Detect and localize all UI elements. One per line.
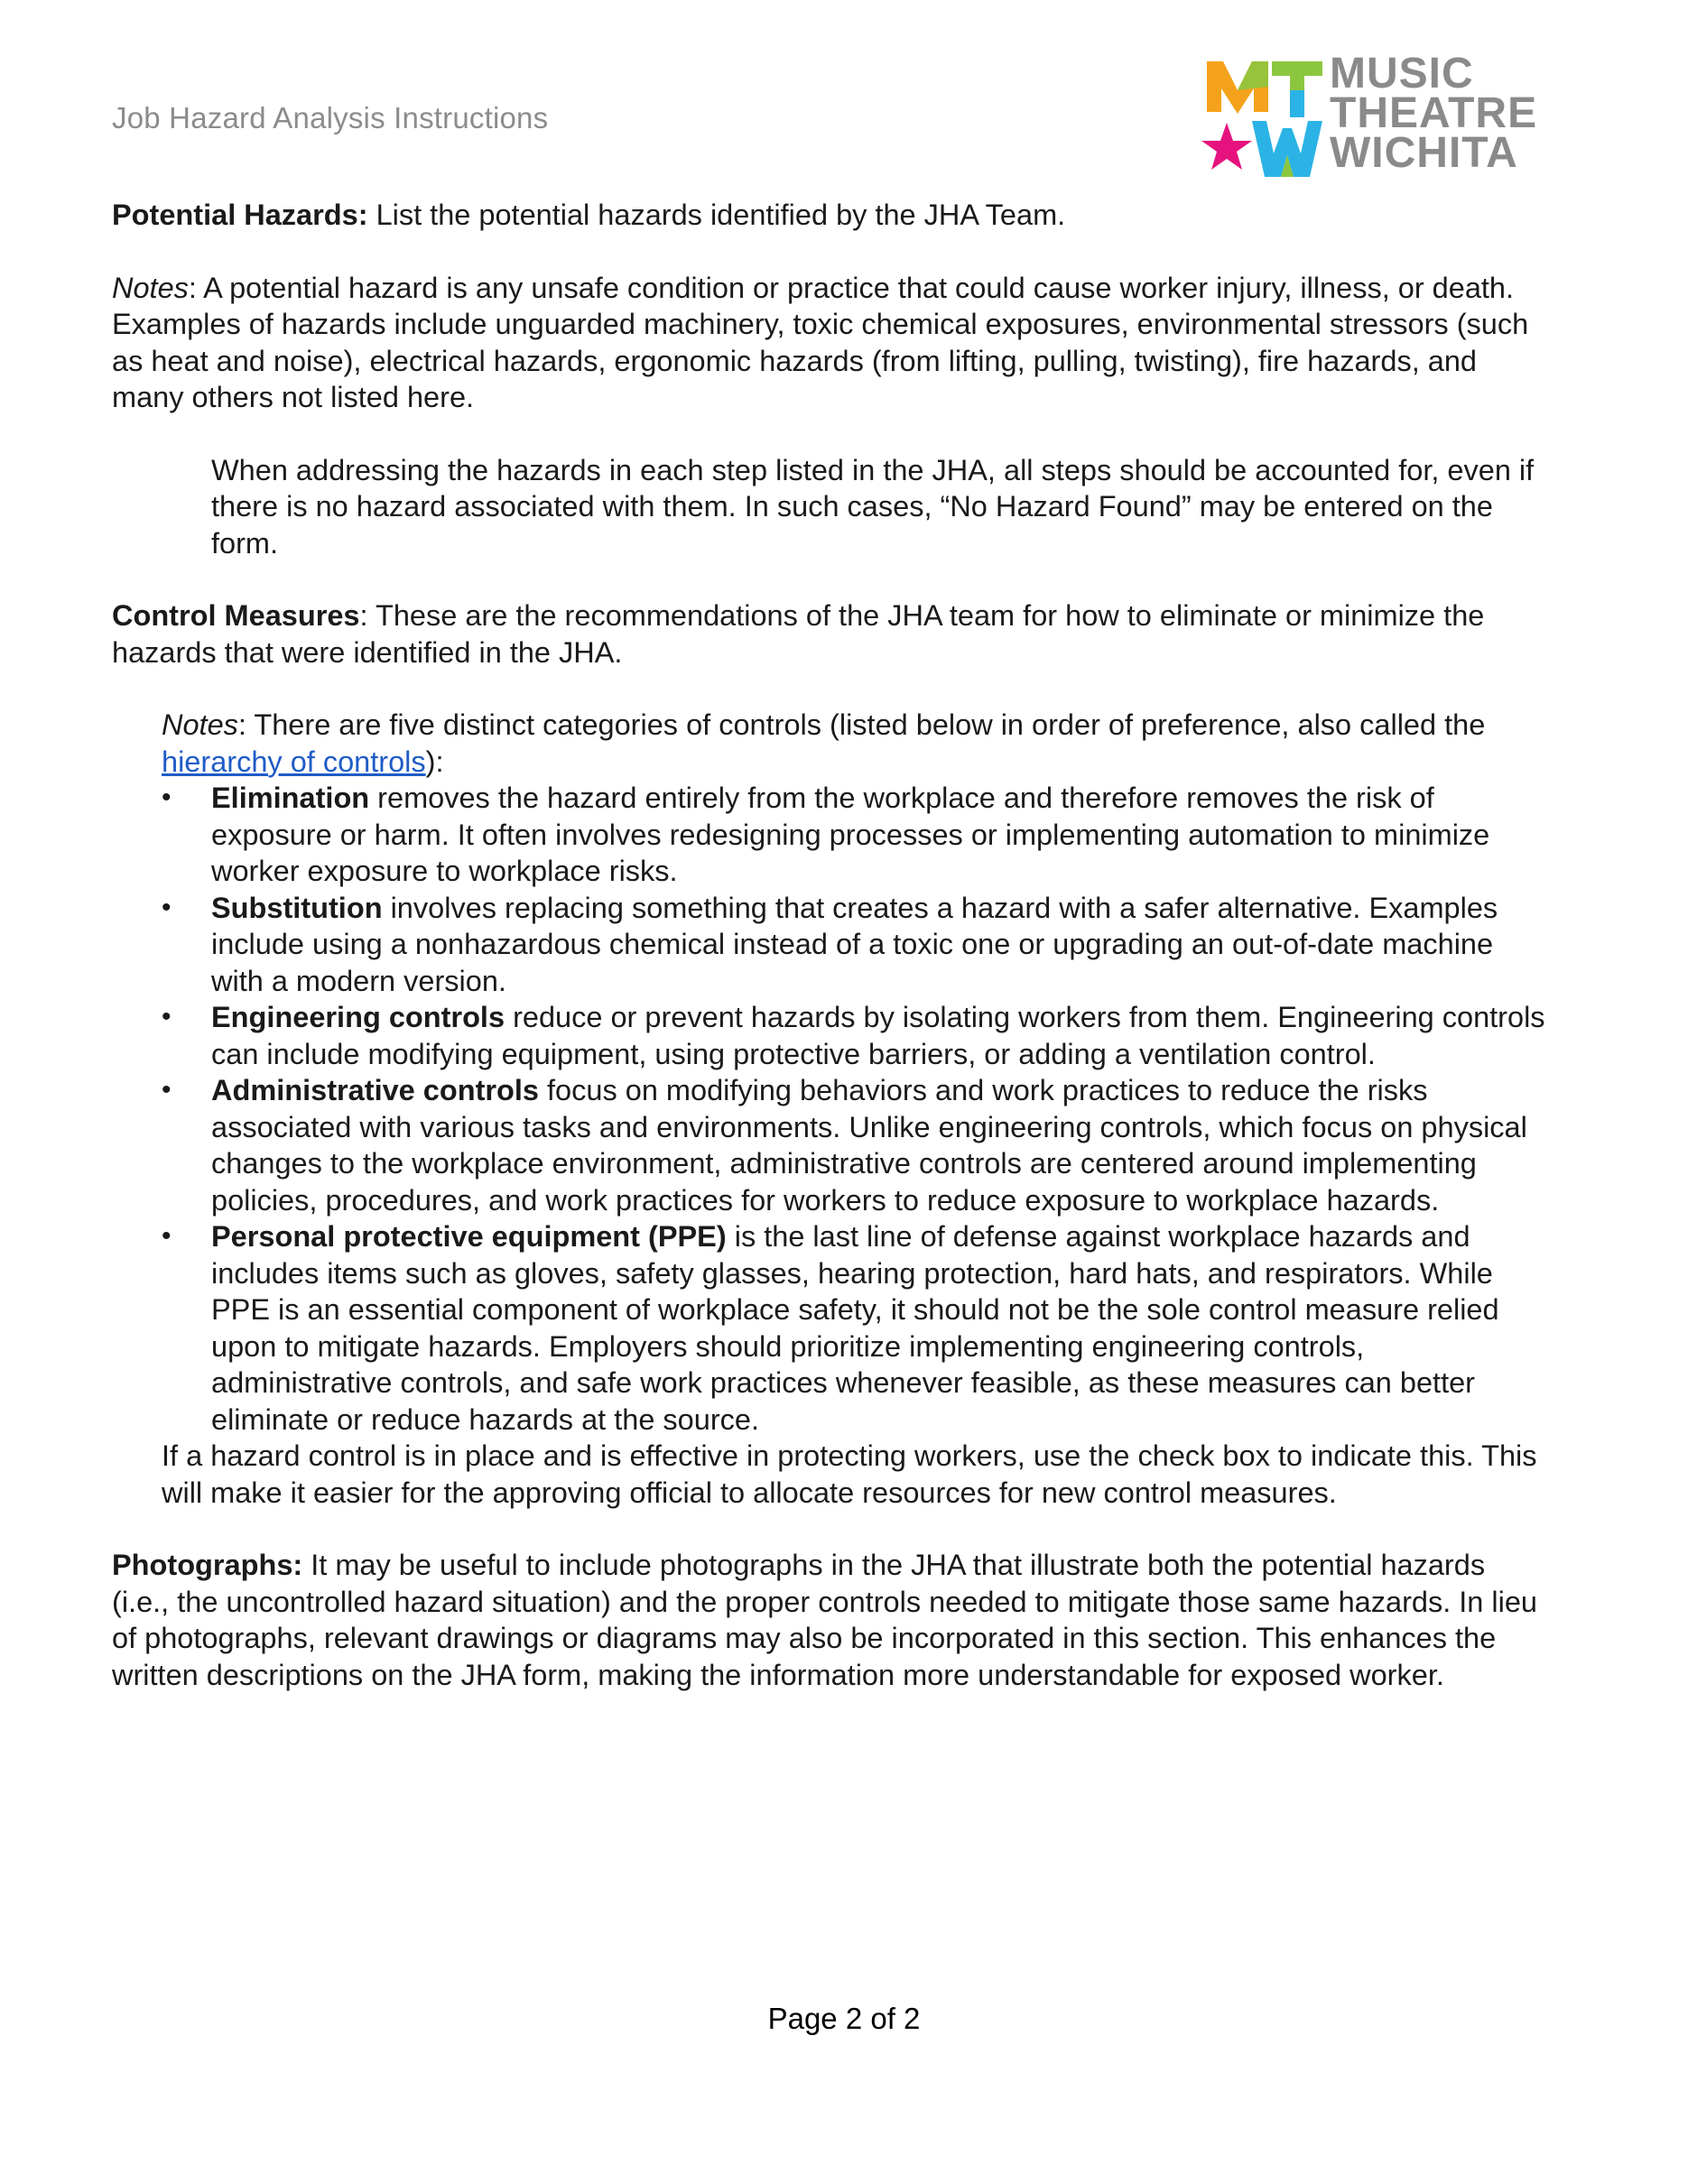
control-measures-text: : These are the recommendations of the JHA team for how to eliminate or minimize the hazards that were identified in the JHA. bbox=[112, 599, 1485, 669]
header-title: Job Hazard Analysis Instructions bbox=[112, 101, 549, 134]
list-item-text: is the last line of defense against workplace hazards and includes items such as gloves, safety glasses, hearing protection, hard hats, and respirators. While PPE is an essential component of workplace safety, it should not be the sole control measure relied upon to mitigate hazards. Employers should prioritize implementing engineering controls, administrative controls, and safe work practices whenever feasible, as these measures can better eliminate or reduce hazards at the source. bbox=[211, 1220, 1499, 1436]
potential-hazards-text: List the potential hazards identified by the JHA Team. bbox=[367, 199, 1066, 231]
notes-text-after: ): bbox=[425, 745, 444, 778]
list-item bbox=[112, 999, 1547, 1072]
notes-label: Notes bbox=[112, 271, 189, 304]
bullet-icon: • bbox=[162, 1221, 172, 1251]
photographs-text: It may be useful to include photographs in the JHA that illustrate both the potential hazards (i.e., the uncontrolled hazard situation) and the proper controls needed to mitigate those same hazards. In lieu of photographs, relevant drawings or diagrams may also be incorporated in this section. This enhances the written descriptions on the JHA form, making the information more understandable for exposed worker. bbox=[112, 1549, 1537, 1691]
check-box-paragraph: If a hazard control is in place and is effective in protecting workers, use the check box to indicate this. This will make it easier for the approving official to allocate resources for new control measures. bbox=[162, 1439, 1537, 1509]
notes-text-before: : There are five distinct categories of controls (listed below in order of preference, also called the bbox=[237, 708, 1486, 741]
bullet-icon: • bbox=[162, 892, 172, 922]
list-item-text: removes the hazard entirely from the workplace and therefore removes the risk of exposure or harm. It often involves redesigning processes or implementing automation to minimize worker exposure to workplace risks. bbox=[211, 782, 1490, 887]
list-item-text: reduce or prevent hazards by isolating workers from them. Engineering controls can include modifying equipment, using protective barriers, or adding a ventilation control. bbox=[211, 1001, 1545, 1070]
mtw-logo-mark-icon bbox=[1196, 54, 1322, 180]
logo-line-theatre: THEATRE bbox=[1330, 89, 1538, 137]
control-measures-paragraph bbox=[112, 597, 1547, 671]
list-item-term: Administrative controls bbox=[211, 1074, 539, 1106]
photographs-paragraph bbox=[112, 1547, 1547, 1693]
list-item-text: focus on modifying behaviors and work practices to reduce the risks associated with various tasks and environments. Unlike engineering controls, which focus on physical changes to the workplace environment, administrative controls are centered around implementing policies, procedures, and work practices for workers to reduce exposure to workplace hazards. bbox=[211, 1074, 1527, 1217]
logo-line-music: MUSIC bbox=[1330, 50, 1474, 97]
controls-list bbox=[112, 780, 1547, 1438]
bullet-icon: • bbox=[162, 782, 172, 812]
list-item-term: Personal protective equipment (PPE) bbox=[211, 1220, 727, 1253]
list-item-term: Substitution bbox=[211, 891, 383, 924]
music-theatre-wichita-logo bbox=[1196, 50, 1557, 180]
photographs-label: Photographs: bbox=[112, 1549, 303, 1581]
potential-hazards-label: Potential Hazards: bbox=[112, 199, 368, 231]
potential-hazards-notes bbox=[112, 270, 1547, 416]
logo-line-wichita: WICHITA bbox=[1330, 129, 1518, 177]
notes-text: : A potential hazard is any unsafe condition or practice that could cause worker injury, illness, or death. Examples of hazards include unguarded machinery, toxic chemical exposures, environmental stressors (such as heat and noise), electrical hazards, ergonomic hazards (from lifting, pulling, twisting), fire hazards, and many others not listed here. bbox=[112, 271, 1529, 413]
document-body bbox=[112, 197, 1547, 1693]
notes-label: Notes bbox=[162, 708, 238, 741]
logo-wordmark bbox=[1330, 50, 1538, 177]
list-item-term: Engineering controls bbox=[211, 1001, 505, 1033]
page-number: Page 2 of 2 bbox=[767, 2002, 921, 2035]
potential-hazards-paragraph bbox=[112, 197, 1547, 234]
list-item bbox=[112, 1218, 1547, 1438]
list-item-term: Elimination bbox=[211, 782, 370, 814]
control-measures-label: Control Measures bbox=[112, 599, 360, 632]
list-item bbox=[112, 1072, 1547, 1218]
bullet-icon: • bbox=[162, 1002, 172, 1032]
control-measures-notes bbox=[112, 707, 1547, 780]
no-hazard-found-paragraph: When addressing the hazards in each step listed in the JHA, all steps should be accounted for, even if there is no hazard associated with them. In such cases, “No Hazard Found” may be entered on the form. bbox=[211, 453, 1535, 560]
list-item bbox=[112, 780, 1547, 890]
list-item bbox=[112, 890, 1547, 1000]
hierarchy-of-controls-link[interactable]: hierarchy of controls bbox=[162, 745, 426, 778]
list-item-text: involves replacing something that creates a hazard with a safer alternative. Examples include using a nonhazardous chemical instead of a toxic one or upgrading an out-of-date machine with a modern version. bbox=[211, 891, 1498, 997]
bullet-icon: • bbox=[162, 1075, 172, 1105]
